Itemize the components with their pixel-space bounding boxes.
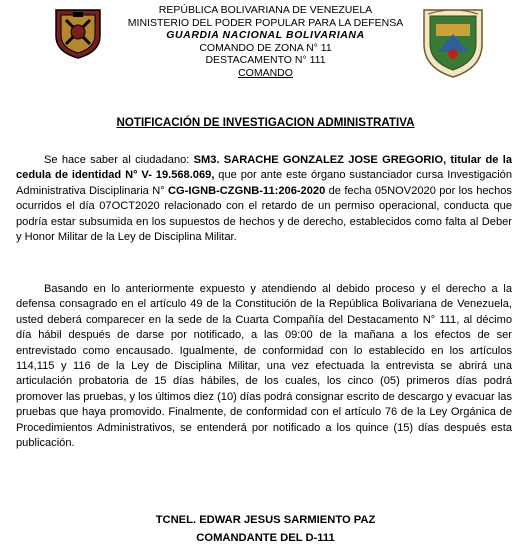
document-title: NOTIFICACIÓN DE INVESTIGACION ADMINISTRATIVA <box>116 116 415 129</box>
letterhead-line-guardia: GUARDIA NACIONAL BOLIVARIANA <box>166 29 365 42</box>
signatory-name: TCNEL. EDWAR JESUS SARMIENTO PAZ <box>155 514 376 526</box>
notification-paragraph-1 <box>16 153 512 245</box>
letterhead-line-detachment: DESTACAMENTO N° 111 <box>205 54 326 67</box>
paragraph-2-text: Basando en lo anteriormente expuesto y atendiendo al debido proceso y el derecho a la defensa consagrado en el artículo 49 de la Constitución de la República Bolivariana de Venezuela, usted deberá comparecer en la sede de la Cuarta Compañía del Destacamento N° 111, al décimo día hábil después de darse por notificado, a las 09:00 de la mañana a los efectos de ser entrevistado como encausado. Igualmente, de conformidad con lo establecido en los artículos 114,115 y 116 de la Ley de Disciplina Militar, una vez efectuada la entrevista se abrirá una articulación probatoria de 15 días hábiles, de los cuales, los cinco (05) primeros días podrá promover las pruebas, y los últimos diez (10) días podrá consignar escrito de descargo y evacuar las pruebas que haya promovido. Finalmente, de conformidad con el artículo 76 de la Ley Orgánica de Procedimientos Administrativos, se entenderá por notificado a los quince (15) días después esta publicación. <box>16 283 512 450</box>
letterhead-header <box>0 0 531 90</box>
paragraph-1-intro: Se hace saber al ciudadano: <box>44 154 194 166</box>
letterhead-line-ministry: MINISTERIO DEL PODER POPULAR PARA LA DEFENSA <box>127 16 404 29</box>
paragraph-1-recipient: SM3. SARACHE GONZALEZ JOSE GREGORIO, titular de la cedula de identidad N° V- 19.568.069, <box>16 154 512 182</box>
notification-paragraph-2 <box>16 282 512 451</box>
paragraph-1-rest: de fecha 05NOV2020 por los hechos ocurridos el día 07OCT2020 relacionado con el retardo de un permiso operacional, conducta que podría estar subsumida en los supuestos de hechos y de derecho, establecidos como falta al Deber y Honor Militar de la Ley de Disciplina Militar. <box>16 184 512 244</box>
paragraph-1-mid: que por ante este órgano sustanciador cursa Investigación Administrativa Disciplinaria N° <box>16 169 512 197</box>
letterhead-line-zone: COMANDO DE ZONA N° 11 <box>199 41 332 54</box>
letterhead-line-command: COMANDO <box>238 66 293 79</box>
signatory-role: COMANDANTE DEL D-111 <box>196 532 335 544</box>
letterhead-line-republic: REPÚBLICA BOLIVARIANA DE VENEZUELA <box>158 4 373 16</box>
detachment-seal-logo <box>420 4 486 80</box>
paragraph-1-case-number: CG-IGNB-CZGNB-11:206-2020 <box>168 184 326 197</box>
